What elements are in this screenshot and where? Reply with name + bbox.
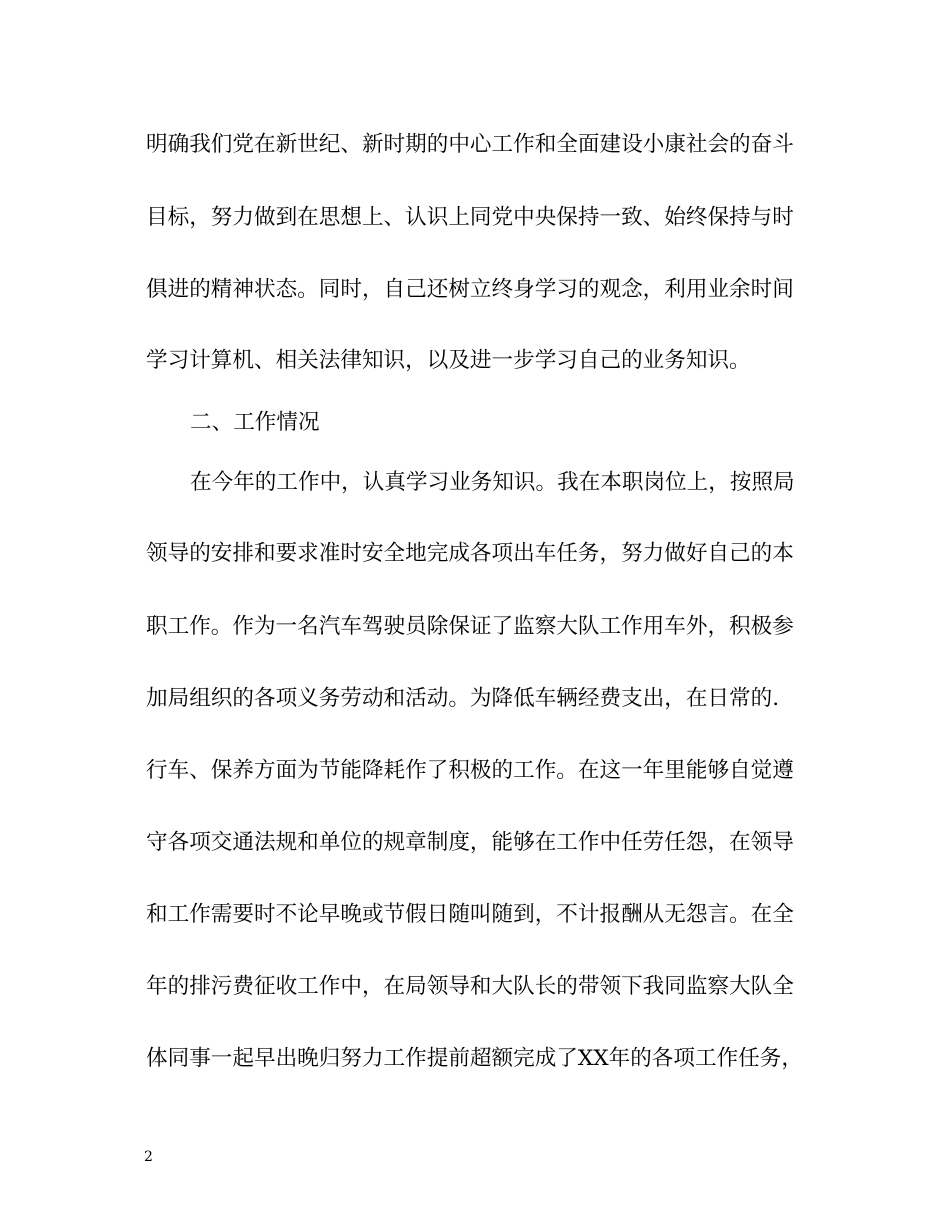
body-text-line: 行车、保养方面为节能降耗作了积极的工作。在这一年里能够自觉遵 xyxy=(146,758,794,783)
body-text-line: 学习计算机、相关法律知识，以及进一步学习自己的业务知识。 xyxy=(146,348,751,373)
body-text-line: 领导的安排和要求准时安全地完成各项出车任务，努力做好自己的本 xyxy=(146,541,794,566)
body-text-line: 和工作需要时不论早晚或节假日随叫随到，不计报酬从无怨言。在全 xyxy=(146,902,794,927)
body-text-line: 加局组织的各项义务劳动和活动。为降低车辆经费支出，在日常的. xyxy=(146,686,780,711)
body-text-line: 俱进的精神状态。同时，自己还树立终身学习的观念，利用业余时间 xyxy=(146,277,794,302)
body-text-line: 目标，努力做到在思想上、认识上同党中央保持一致、始终保持与时 xyxy=(146,205,794,230)
body-text-line: 在今年的工作中，认真学习业务知识。我在本职岗位上，按照局 xyxy=(190,470,795,495)
page-number: 2 xyxy=(144,1149,153,1165)
body-text-line: 年的排污费征收工作中，在局领导和大队长的带领下我同监察大队全 xyxy=(146,974,794,999)
body-text-line: 守各项交通法规和单位的规章制度，能够在工作中任劳任怨，在领导 xyxy=(146,830,794,855)
section-heading: 二、工作情况 xyxy=(190,410,320,435)
body-text-line: 职工作。作为一名汽车驾驶员除保证了监察大队工作用车外，积极参 xyxy=(146,614,794,639)
body-text-line: 体同事一起早出晚归努力工作提前超额完成了XX年的各项工作任务， xyxy=(146,1046,803,1071)
body-text-line: 明确我们党在新世纪、新时期的中心工作和全面建设小康社会的奋斗 xyxy=(146,132,794,157)
